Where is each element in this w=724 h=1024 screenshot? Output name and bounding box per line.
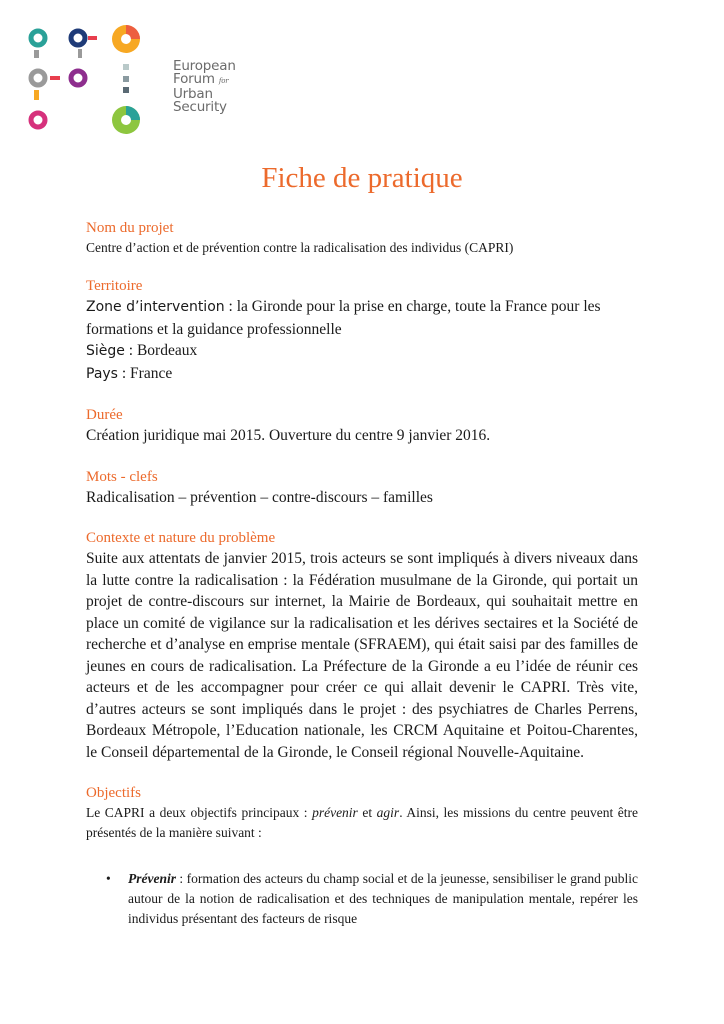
list-item [86,869,638,929]
heading-nom-projet: Nom du projet [86,220,174,236]
zone-text: : la Gironde pour la prise en charge, toute la France pour les formations et la guidance professionnelle [86,298,601,338]
intro-b: . Ainsi, les missions du centre peuvent être présentés de la manière suivant : [86,805,639,840]
contexte-text: Suite aux attentats de janvier 2015, trois acteurs se sont impliqués à divers niveaux dans la lutte contre la radicalisation : la Fédération musulmane de la Gironde, qui portait un projet de contre-discours sur internet, la Mairie de Bordeaux, qui souhaitait mettre en place un comité de vigilance sur la radicalisation et les dérives sectaires et la Société de recherche et d’analyse en emprise mentale (SFRAEM), qui était saisi par des familles de jeunes en cours de radicalisation. La Préfecture de la Gironde a eu l’idée de réunir ces acteurs et de les accompagner pour créer ce qui allait devenir le CAPRI. Très vite, d’autres acteurs se sont impliqués dans le projet : des psychiatres de Charles Perrens, Bordeaux Métropole, l’Education nationale, les CRCM Aquitaine et Poitou-Charentes, le Conseil départemental de la Gironde, le Conseil régional Nouvelle-Aquitaine. [86,550,638,761]
heading-duree: Durée [86,407,123,423]
nom-projet-text: Centre d’action et de prévention contre la radicalisation des individus (CAPRI) [86,240,514,255]
document-body [86,218,638,929]
logo-line-3: Urban [173,86,213,102]
duree-text: Création juridique mai 2015. Ouverture du centre 9 janvier 2016. [86,427,491,444]
pays-label: Pays [86,365,118,382]
intro-agir: agir [376,805,400,820]
zone-label: Zone d’intervention [86,299,225,315]
logo-forum: Forum [173,71,215,87]
logo-mark-icon [26,20,146,142]
heading-mots-clefs: Mots - clefs [86,468,158,485]
intro-et: et [357,805,377,820]
logo-wordmark [173,60,236,114]
page-title: Fiche de pratique [261,162,463,194]
territoire-pays [86,363,638,386]
heading-territoire: Territoire [86,278,143,294]
heading-contexte: Contexte et nature du problème [86,530,276,546]
intro-prevenir: prévenir [312,805,358,820]
efus-logo [26,20,236,142]
territoire-siege [86,340,638,363]
intro-a: Le CAPRI a deux objectifs principaux : [86,805,313,820]
logo-line-1: European [173,58,236,74]
bullet-label: Prévenir [128,871,176,886]
logo-line-4: Security [173,99,227,115]
siege-text: : Bordeaux [124,342,198,359]
bullet-text: : formation des acteurs du champ social et de la jeunesse, sensibiliser le grand public autour de la notion de radicalisation et des techniques de manipulation mentale, repérer les individus présentant des facteurs de risque [128,871,638,926]
mots-clefs-text: Radicalisation – prévention – contre-discours – familles [86,488,433,506]
heading-objectifs: Objectifs [86,785,141,801]
territoire-zone [86,296,638,340]
pays-text: : France [117,364,173,382]
objectifs-intro [86,803,638,843]
logo-for: for [218,77,229,85]
bullet-icon: • [106,871,111,886]
siege-label: Siège [86,343,125,359]
